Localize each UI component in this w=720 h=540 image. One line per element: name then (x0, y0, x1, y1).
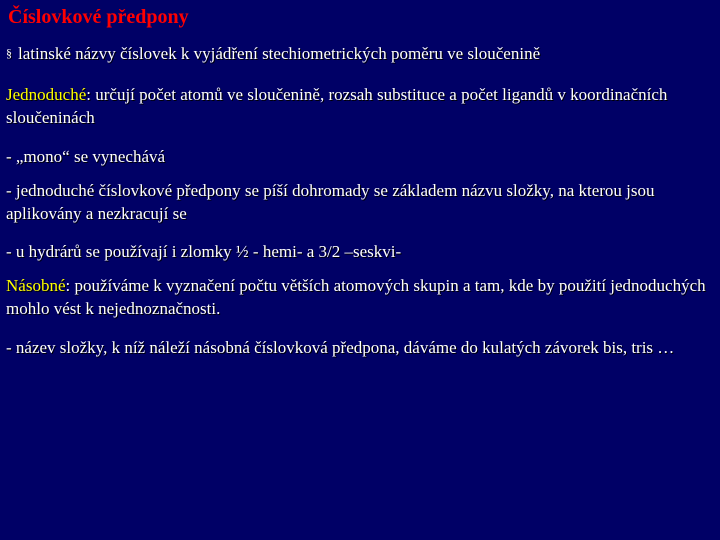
simple-prefixes-paragraph (6, 83, 714, 129)
bullet-text: latinské názvy číslovek k vyjádření stechiometrických poměru ve sloučenině (18, 44, 541, 63)
simple-definition: : určují počet atomů ve sloučenině, rozsah substituce a počet ligandů v koordinačních sloučeninách (6, 85, 668, 127)
multiple-term: Násobné (6, 276, 66, 295)
hydrates-note: - u hydrárů se používají i zlomky ½ - hemi- a 3/2 –seskvi- (6, 242, 402, 261)
brackets-note: - název složky, k níž náleží násobná číslovková předpona, dáváme do kulatých závorek bis, tris … (6, 338, 675, 357)
bullet-item (6, 42, 714, 67)
slide-title: Číslovkové předpony (8, 6, 189, 28)
multiple-prefixes-paragraph (6, 274, 714, 320)
simple-term: Jednoduché (6, 85, 87, 104)
simple-prefixes-note: - jednoduché číslovkové předpony se píší dohromady se základem názvu složky, na kterou jsou aplikovány a nezkracují se (6, 181, 655, 223)
mono-note: - „mono“ se vynechává (6, 147, 166, 166)
square-bullet-icon: § (6, 46, 12, 60)
multiple-definition: : používáme k vyznačení počtu větších atomových skupin a tam, kde by použití jednoduchých mohlo vést k nejednoznačnosti. (6, 276, 706, 318)
